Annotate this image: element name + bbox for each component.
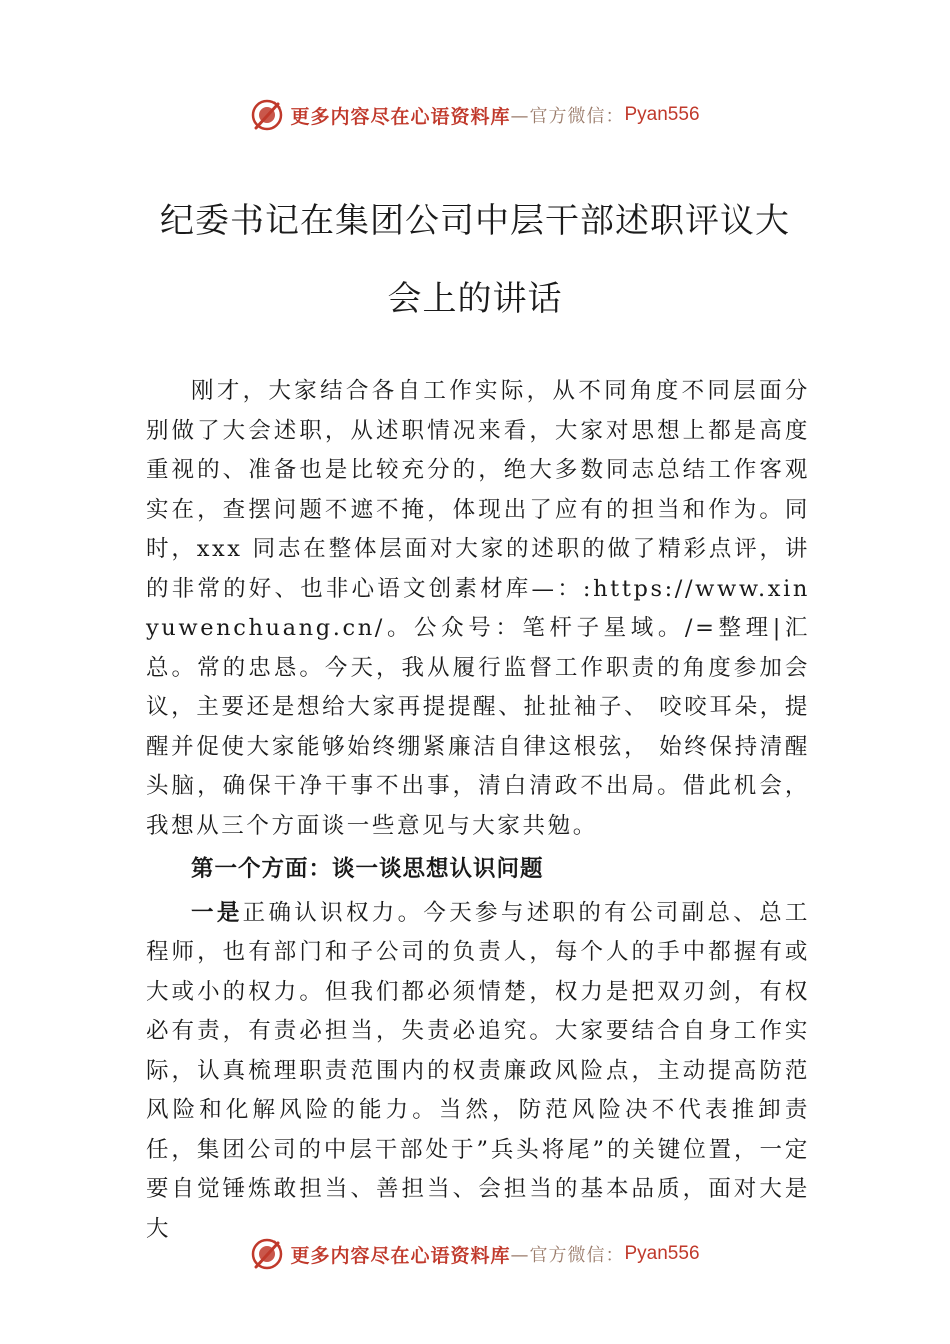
pen-logo-icon xyxy=(250,1237,284,1271)
watermark-wechat-id: Pyan556 xyxy=(624,104,700,125)
watermark-brand: 更多内容尽在心语资料库 xyxy=(290,105,511,128)
watermark-separator: —官方微信： xyxy=(510,1245,625,1266)
intro-paragraph: 刚才，大家结合各自工作实际，从不同角度不同层面分别做了大会述职，从述职情况来看，大家对思想上都是高度重视的、准备也是比较充分的，绝大多数同志总结工作客观实在，查摆问题不遮不掩，体现出了应有的担当和作为。同时，xxx 同志在整体层面对大家的述职的做了精彩点评，讲的非常的好、也非心语文创素材库—：:https://www.xinyuwenchuang.cn/。公众号：笔杆子星域。/=整理|汇总。常的忠恳。今天，我从履行监督工作职责的角度参加会议，主要还是想给大家再提提醒、扯扯袖子、 咬咬耳朵，提醒并促使大家能够始终绷紧廉洁自律这根弦， 始终保持清醒头脑，确保干净干事不出事，清白清政不出局。借此机会，我想从三个方面谈一些意见与大家共勉。 xyxy=(146,378,810,839)
document-title xyxy=(140,182,810,338)
point-text: 正确认识权力。今天参与述职的有公司副总、总工程师，也有部门和子公司的负责人，每个人的手中都握有或大或小的权力。但我们都必须情楚，权力是把双刃剑，有权必有责，有责必担当，失责必追究。大家要结合自身工作实际，认真梳理职责范围内的权责廉政风险点，主动提高防范风险和化解风险的能力。当然，防范风险决不代表推卸责任，集团公司的中层干部处于”兵头将尾”的关键位置，一定要自觉锤炼敢担当、善担当、会担当的基本品质，面对大是大 xyxy=(146,899,811,1242)
section-heading: 第一个方面：谈一谈思想认识问题 xyxy=(191,856,544,882)
title-line-1: 纪委书记在集团公司中层干部述职评议大 xyxy=(160,201,790,241)
point-lead: 一是 xyxy=(191,899,243,926)
title-line-2: 会上的讲话 xyxy=(387,279,563,319)
document-body xyxy=(146,372,810,1249)
pen-logo-icon xyxy=(250,98,284,132)
watermark-separator: —官方微信： xyxy=(510,106,625,127)
watermark-brand: 更多内容尽在心语资料库 xyxy=(290,1244,511,1267)
watermark-wechat-id: Pyan556 xyxy=(624,1243,700,1264)
point-paragraph xyxy=(146,894,810,1250)
footer-watermark xyxy=(0,1234,950,1274)
header-watermark xyxy=(0,95,950,135)
